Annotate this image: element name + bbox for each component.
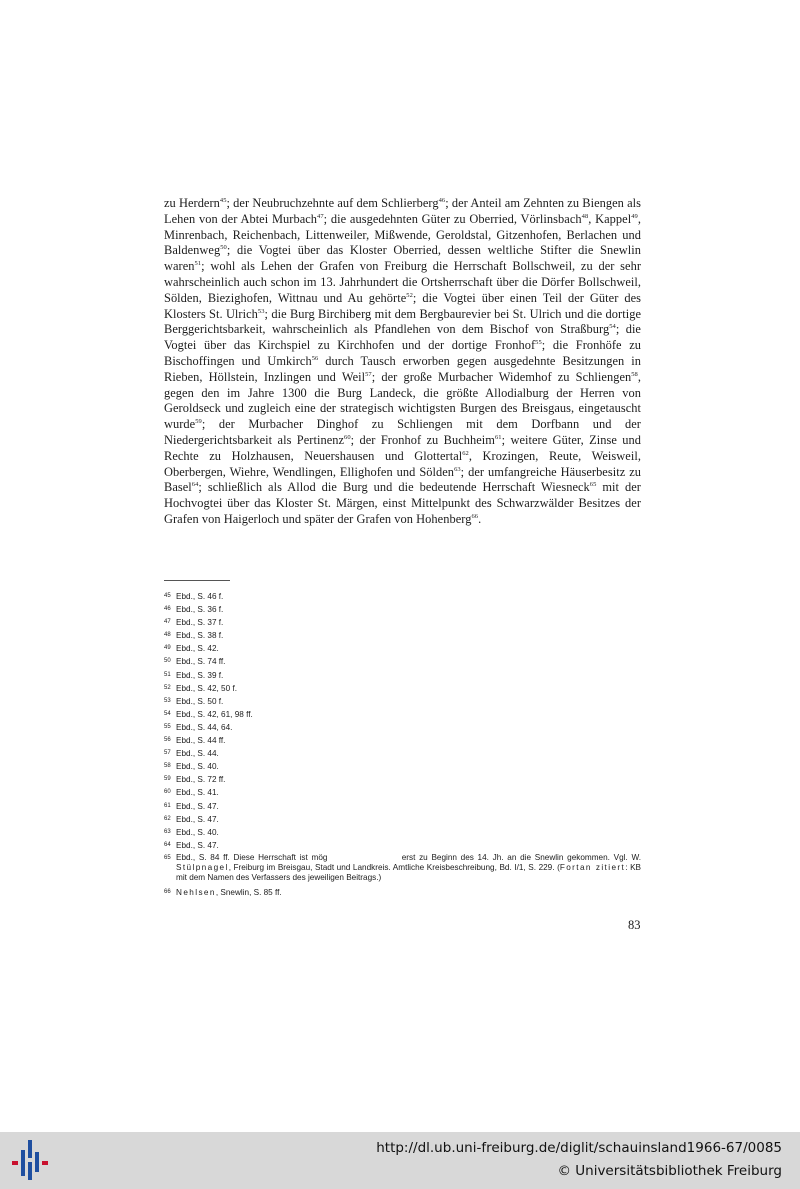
footnote-text: Ebd., S. 40. [176, 827, 219, 837]
text-gap [327, 853, 401, 862]
body-text-run: ; die Vogtei über das Kirchspiel zu Kirchhofen und der dortige Fronhof [164, 322, 641, 353]
footnote-number: 61 [164, 802, 171, 809]
body-text-run: zu Herdern [164, 196, 220, 210]
footnote-text: Ebd., S. 38 f. [176, 631, 224, 641]
footnote-marker: 61 [494, 433, 502, 441]
ub-freiburg-logo-icon[interactable] [8, 1138, 52, 1182]
footnote-text: Ebd., S. 47. [176, 840, 219, 850]
footnote-marker: 57 [365, 370, 372, 378]
body-text-run: ; weitere Güter, Zinse und Rechte zu Holzhausen, Neuershausen und Glottertal [164, 432, 641, 463]
footnote-text: Ebd., S. 46 f. [176, 592, 224, 601]
footnote-marker: 63 [454, 465, 461, 473]
body-text-run: ; die Fronhöfe zu Bischoffingen und Umkirch [164, 338, 642, 368]
footnote-marker: 65 [589, 481, 597, 489]
footnote-marker: 54 [609, 323, 616, 331]
footnote-text: Ebd., S. 36 f. [176, 605, 224, 615]
footnote-marker: 64 [191, 481, 199, 489]
footnote-text: Ebd., S. 44. [176, 749, 219, 759]
footnote [164, 734, 641, 747]
spaced-emphasis: Fortan zitiert [559, 863, 626, 873]
footnote [164, 813, 641, 826]
footnote-text [176, 853, 641, 884]
footnote-text: Ebd., S. 42, 50 f. [176, 683, 237, 693]
body-text-run: ; die Burg Birchiberg mit dem Bergbaurevier bei St. Ulrich und die dortige Berggerichtsbarkeit, wahrscheinlich als Pfandlehen von dem Bischof von Straßburg [164, 306, 642, 337]
footnote-number: 63 [164, 828, 171, 835]
footnote [164, 760, 641, 773]
footnote-marker: 53 [257, 307, 265, 315]
footnote-marker: 55 [535, 339, 542, 347]
body-text-run: ; der Neubruchzehnte auf dem Schlierberg [226, 196, 439, 210]
footnote [164, 695, 641, 708]
page-number: 83 [628, 918, 641, 932]
footnote-number: 66 [164, 889, 171, 896]
footnote-marker: 66 [471, 512, 479, 520]
footnote-number: 52 [164, 684, 171, 691]
footnote [164, 629, 641, 642]
footnote-text: Ebd., S. 41. [176, 788, 219, 798]
footnote-text: Ebd., S. 44 ff. [176, 736, 226, 746]
footnote-separator [164, 580, 230, 581]
body-text-run: , Minrenbach, Reichenbach, Littenweiler, Mißwende, Geroldstal, Gitzenhofen, Berlachen und Baldenweg [164, 211, 641, 258]
footnote [164, 642, 641, 655]
footnote-marker: 48 [581, 212, 589, 220]
footnote-marker: 62 [462, 449, 469, 457]
body-text-run: ; wohl als Lehen der Grafen von Freiburg die Herrschaft Bollschweil, zu der sehr wahrscheinlich auch schon im 13. Jahrhundert die Ortsherrschaft über die Dörfer Bollschweil, Sölden, Biezighofen, Wittnau und Au gehörte [164, 259, 641, 305]
footnote-number: 49 [164, 645, 171, 652]
footnote-text: Ebd., S. 40. [176, 762, 219, 772]
body-text-run: ; der große Murbacher Widemhof zu Schliengen [371, 369, 632, 384]
footnote-text: Ebd., S. 39 f. [176, 670, 224, 680]
body-text-run: ; schließlich als Allod die Burg und die bedeutende Herrschaft Wiesneck [198, 480, 590, 495]
footnote-marker: 45 [219, 197, 227, 204]
footnote [164, 708, 641, 721]
footnote-marker: 47 [317, 212, 324, 220]
footnote-marker: 60 [344, 433, 351, 441]
footnote-text-run: Ebd., S. 84 ff. Diese Herrschaft ist mög [176, 852, 328, 862]
footnote-text-run: : KB mit dem Namen des Verfassers des jeweiligen Beitrags.) [176, 863, 641, 883]
footnote-number: 60 [164, 789, 171, 796]
footnote-number: 57 [164, 750, 171, 757]
footnote-number: 47 [164, 619, 171, 626]
footnote-number: 65 [164, 854, 171, 861]
footnote-marker: 46 [438, 197, 446, 204]
copyright-text: © Universitätsbibliothek Freiburg [557, 1163, 782, 1179]
footnote-number: 45 [164, 593, 171, 599]
footnote-text: Ebd., S. 72 ff. [176, 775, 226, 785]
footnote [164, 655, 641, 668]
footnote [164, 886, 641, 899]
footnote-marker: 52 [406, 291, 413, 299]
footnote [164, 616, 641, 629]
footnote-number: 48 [164, 632, 171, 639]
footnote [164, 800, 641, 813]
footnote-text: Ebd., S. 42, 61, 98 ff. [176, 709, 253, 719]
footnote-marker: 49 [631, 212, 638, 220]
body-text-run: mit der Hochvogtei über das Kloster St. Märgen, einst Mittelpunkt des Schwarzwälder Besitzes der Grafen von Haigerloch und später der Grafen von Hohenberg [164, 480, 641, 526]
footnote [164, 773, 641, 786]
footnote-number: 51 [164, 671, 171, 678]
footnote-number: 59 [164, 776, 171, 783]
footnote-text: Ebd., S. 44, 64. [176, 722, 233, 732]
body-text-run: , Kappel [588, 211, 632, 226]
footnote-marker: 51 [194, 260, 202, 268]
body-text-run: ; die Vogtei über einen Teil der Güter des Klosters St. Ulrich [164, 290, 641, 321]
footnote-number: 56 [164, 737, 171, 744]
footnote-text: Ebd., S. 42. [176, 644, 219, 654]
footnote-number: 64 [164, 841, 171, 848]
footnote-marker: 58 [631, 370, 638, 378]
footnote [164, 839, 641, 852]
body-paragraph [164, 196, 641, 528]
footnote [164, 853, 641, 884]
footnote [164, 826, 641, 839]
body-text-run: ; der umfangreiche Häuserbesitz zu Basel [164, 464, 642, 495]
footnote-text: Ebd., S. 47. [176, 801, 219, 811]
footnote-number: 53 [164, 697, 171, 704]
footnote [164, 747, 641, 760]
body-text-run: , Krozingen, Reute, Weisweil, Oberbergen, Wiehre, Wendlingen, Ellighofen und Sölden [164, 448, 641, 479]
footnote-number: 55 [164, 723, 171, 730]
footnote-number: 50 [164, 658, 171, 665]
footnote-number: 62 [164, 815, 171, 822]
footnote-text: Ebd., S. 50 f. [176, 696, 224, 706]
footnote [164, 590, 641, 603]
footnote [164, 603, 641, 616]
footnote-text: Ebd., S. 74 ff. [176, 657, 226, 667]
body-text-run: ; die ausgedehnten Güter zu Oberried, Vörlinsbach [323, 211, 582, 226]
spaced-emphasis: Stülpnagel [176, 863, 229, 873]
footnote-marker: 50 [220, 244, 227, 252]
footnote-number: 54 [164, 710, 171, 717]
footnote-text: Ebd., S. 37 f. [176, 618, 224, 628]
body-text-run: durch Tausch erworben gegen ausgedehnte Besitzungen in Rieben, Höllstein, Inzlingen und Weil [164, 353, 641, 384]
body-text-run: ; der Anteil am Zehnten zu Biengen als Lehen von der Abtei Murbach [164, 196, 641, 226]
body-text-run: ; die Vogtei über das Kloster Oberried, dessen weltliche Stifter die Snewlin waren [164, 243, 641, 274]
body-text-run: ; der Fronhof zu Buchheim [350, 432, 495, 447]
body-text-run: ; der Murbacher Dinghof zu Schliengen mit dem Dorfbann und der Niedergerichtsbarkeit als Pertinenz [164, 417, 641, 447]
footnote [164, 721, 641, 734]
author-name: Nehlsen [176, 888, 216, 898]
footnote-marker: 56 [311, 354, 319, 362]
footnote-marker: 59 [195, 418, 202, 426]
source-url-link[interactable]: http://dl.ub.uni-freiburg.de/diglit/schauinsland1966-67/0085 [376, 1140, 782, 1156]
footnotes [164, 590, 641, 900]
footnote-text-run: erst zu Beginn des 14. Jh. an die Snewlin gekommen. Vgl. W. [401, 852, 641, 862]
footnote [164, 682, 641, 695]
footnote-text: Ebd., S. 47. [176, 814, 219, 824]
footnote-number: 58 [164, 763, 171, 770]
footnote [164, 786, 641, 799]
body-text-run: , gegen den im Jahre 1300 die Burg Landeck, die größte Allodialburg der Herren von Geroldseck und zugleich eine der strategisch wichtigsten Burgen des Breisgaus, eingetauscht wurde [164, 369, 642, 432]
footnote-number: 46 [164, 606, 171, 613]
footnote-text: , Snewlin, S. 85 ff. [215, 888, 282, 898]
footnote-text-run: , Freiburg im Breisgau, Stadt und Landkreis. Amtliche Kreisbeschreibung, Bd. I/1, S. 229. ( [228, 863, 560, 873]
body-text-run: . [478, 511, 482, 526]
footnote [164, 669, 641, 682]
